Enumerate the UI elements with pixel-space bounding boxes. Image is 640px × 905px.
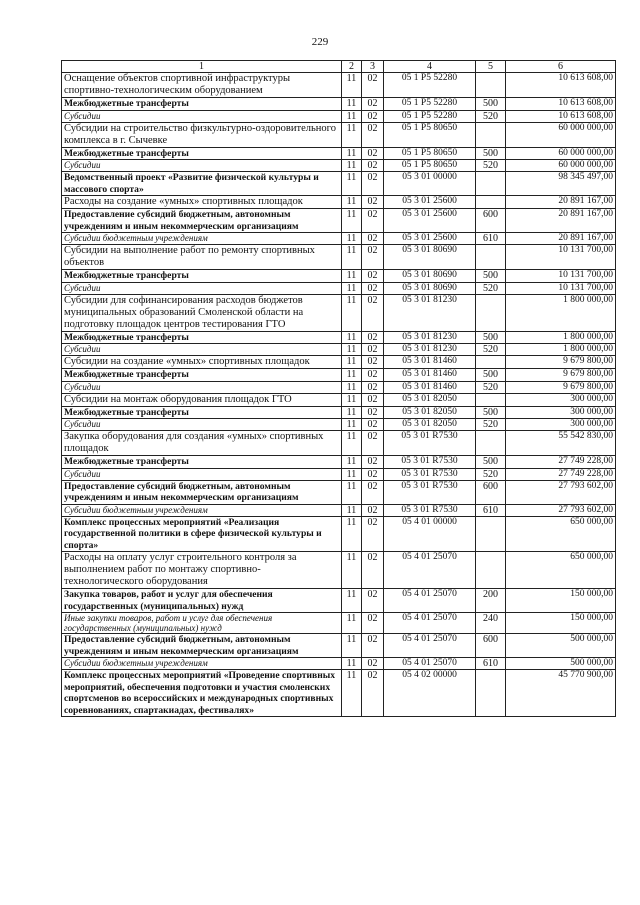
row-subsection: 02 <box>362 209 384 233</box>
table-row <box>62 160 616 172</box>
row-name: Субсидии бюджетным учреждениям <box>62 233 342 245</box>
row-amount: 1 800 000,00 <box>506 331 616 344</box>
row-name: Предоставление субсидий бюджетным, автономным учреждениям и иным некоммерческим организациям <box>62 209 342 233</box>
row-amount: 60 000 000,00 <box>506 122 616 147</box>
table-row <box>62 419 616 431</box>
row-name: Закупка товаров, работ и услуг для обеспечения государственных (муниципальных) нужд <box>62 589 342 613</box>
row-amount: 27 749 228,00 <box>506 456 616 469</box>
row-name: Расходы на оплату услуг строительного контроля за выполнением работ по монтажу спортивно-технологического оборудования <box>62 552 342 589</box>
table-row <box>62 270 616 283</box>
row-expense-type: 520 <box>476 282 506 294</box>
row-section: 11 <box>342 456 362 469</box>
row-target-article: 05 4 01 25070 <box>384 634 476 658</box>
row-target-article: 05 3 01 R7530 <box>384 431 476 456</box>
row-target-article: 05 4 02 00000 <box>384 670 476 717</box>
row-target-article: 05 1 Р5 52280 <box>384 98 476 111</box>
row-name: Межбюджетные трансферты <box>62 98 342 111</box>
row-target-article: 05 3 01 25600 <box>384 209 476 233</box>
row-amount: 20 891 167,00 <box>506 196 616 209</box>
row-expense-type: 200 <box>476 589 506 613</box>
table-row <box>62 233 616 245</box>
row-amount: 1 800 000,00 <box>506 344 616 356</box>
table-row <box>62 147 616 160</box>
row-section: 11 <box>342 468 362 480</box>
row-expense-type: 600 <box>476 634 506 658</box>
row-amount: 27 749 228,00 <box>506 468 616 480</box>
table-row <box>62 196 616 209</box>
row-section: 11 <box>342 110 362 122</box>
row-amount: 650 000,00 <box>506 552 616 589</box>
row-amount: 150 000,00 <box>506 589 616 613</box>
row-name: Комплекс процессных мероприятий «Реализация государственной политики в сфере физической культуры и спорта» <box>62 516 342 552</box>
row-section: 11 <box>342 552 362 589</box>
table-row <box>62 245 616 270</box>
row-name: Субсидии <box>62 282 342 294</box>
row-amount: 500 000,00 <box>506 658 616 670</box>
row-target-article: 05 3 01 R7530 <box>384 456 476 469</box>
row-expense-type: 600 <box>476 480 506 504</box>
row-amount: 1 800 000,00 <box>506 294 616 331</box>
row-target-article: 05 4 01 25070 <box>384 552 476 589</box>
row-subsection: 02 <box>362 344 384 356</box>
row-section: 11 <box>342 294 362 331</box>
row-target-article: 05 4 01 00000 <box>384 516 476 552</box>
table-body <box>62 73 616 717</box>
row-section: 11 <box>342 658 362 670</box>
row-name: Иные закупки товаров, работ и услуг для обеспечения государственных (муниципальных) нужд <box>62 613 342 634</box>
header-col-2: 2 <box>342 61 362 73</box>
row-section: 11 <box>342 589 362 613</box>
row-section: 11 <box>342 344 362 356</box>
row-name: Межбюджетные трансферты <box>62 369 342 382</box>
table-row <box>62 552 616 589</box>
row-section: 11 <box>342 233 362 245</box>
table-row <box>62 504 616 516</box>
row-section: 11 <box>342 634 362 658</box>
row-name: Субсидии <box>62 419 342 431</box>
row-amount: 27 793 602,00 <box>506 504 616 516</box>
row-section: 11 <box>342 245 362 270</box>
table-row <box>62 431 616 456</box>
row-expense-type <box>476 356 506 369</box>
row-name: Межбюджетные трансферты <box>62 406 342 419</box>
header-col-6: 6 <box>506 61 616 73</box>
row-amount: 300 000,00 <box>506 419 616 431</box>
row-amount: 10 131 700,00 <box>506 245 616 270</box>
table-row <box>62 122 616 147</box>
row-subsection: 02 <box>362 160 384 172</box>
row-amount: 55 542 830,00 <box>506 431 616 456</box>
table-row <box>62 406 616 419</box>
row-target-article: 05 3 01 81230 <box>384 344 476 356</box>
row-subsection: 02 <box>362 356 384 369</box>
row-target-article: 05 1 Р5 80650 <box>384 160 476 172</box>
row-subsection: 02 <box>362 122 384 147</box>
table-row <box>62 658 616 670</box>
row-amount: 10 131 700,00 <box>506 282 616 294</box>
row-section: 11 <box>342 381 362 393</box>
row-subsection: 02 <box>362 270 384 283</box>
row-section: 11 <box>342 613 362 634</box>
row-amount: 150 000,00 <box>506 613 616 634</box>
row-subsection: 02 <box>362 406 384 419</box>
table-row <box>62 670 616 717</box>
row-subsection: 02 <box>362 369 384 382</box>
row-expense-type: 520 <box>476 419 506 431</box>
row-subsection: 02 <box>362 282 384 294</box>
table-row <box>62 282 616 294</box>
row-amount: 300 000,00 <box>506 393 616 406</box>
row-expense-type: 610 <box>476 233 506 245</box>
row-subsection: 02 <box>362 480 384 504</box>
row-subsection: 02 <box>362 110 384 122</box>
row-subsection: 02 <box>362 147 384 160</box>
row-name: Межбюджетные трансферты <box>62 331 342 344</box>
row-target-article: 05 3 01 80690 <box>384 270 476 283</box>
row-name: Субсидии бюджетным учреждениям <box>62 658 342 670</box>
row-target-article: 05 3 01 81460 <box>384 381 476 393</box>
row-expense-type: 500 <box>476 331 506 344</box>
row-expense-type <box>476 73 506 98</box>
row-name: Закупка оборудования для создания «умных» спортивных площадок <box>62 431 342 456</box>
row-expense-type: 520 <box>476 468 506 480</box>
row-name: Расходы на создание «умных» спортивных площадок <box>62 196 342 209</box>
row-name: Оснащение объектов спортивной инфраструктуры спортивно-технологическим оборудованием <box>62 73 342 98</box>
row-name: Субсидии <box>62 110 342 122</box>
row-expense-type: 500 <box>476 406 506 419</box>
row-amount: 10 131 700,00 <box>506 270 616 283</box>
row-target-article: 05 3 01 R7530 <box>384 504 476 516</box>
row-expense-type <box>476 294 506 331</box>
row-amount: 10 613 608,00 <box>506 110 616 122</box>
budget-table <box>61 60 616 717</box>
row-target-article: 05 3 01 25600 <box>384 233 476 245</box>
table-row <box>62 98 616 111</box>
row-amount: 45 770 900,00 <box>506 670 616 717</box>
table-row <box>62 393 616 406</box>
row-section: 11 <box>342 431 362 456</box>
row-amount: 27 793 602,00 <box>506 480 616 504</box>
row-section: 11 <box>342 516 362 552</box>
row-expense-type: 610 <box>476 658 506 670</box>
row-expense-type: 500 <box>476 456 506 469</box>
row-amount: 20 891 167,00 <box>506 233 616 245</box>
row-name: Межбюджетные трансферты <box>62 270 342 283</box>
row-section: 11 <box>342 356 362 369</box>
row-name: Межбюджетные трансферты <box>62 456 342 469</box>
row-name: Межбюджетные трансферты <box>62 147 342 160</box>
table-row <box>62 110 616 122</box>
row-section: 11 <box>342 73 362 98</box>
row-section: 11 <box>342 122 362 147</box>
row-expense-type <box>476 670 506 717</box>
header-col-1: 1 <box>62 61 342 73</box>
row-expense-type <box>476 431 506 456</box>
row-name: Субсидии на монтаж оборудования площадок ГТО <box>62 393 342 406</box>
row-subsection: 02 <box>362 172 384 196</box>
row-expense-type <box>476 552 506 589</box>
row-subsection: 02 <box>362 294 384 331</box>
row-subsection: 02 <box>362 589 384 613</box>
table-row <box>62 356 616 369</box>
row-section: 11 <box>342 670 362 717</box>
row-section: 11 <box>342 369 362 382</box>
row-name: Субсидии для софинансирования расходов бюджетов муниципальных образований Смоленской области на подготовку площадок центров тестирования ГТО <box>62 294 342 331</box>
row-target-article: 05 1 Р5 52280 <box>384 110 476 122</box>
row-target-article: 05 1 Р5 52280 <box>384 73 476 98</box>
row-target-article: 05 3 01 25600 <box>384 196 476 209</box>
row-target-article: 05 3 01 82050 <box>384 406 476 419</box>
row-name: Субсидии на создание «умных» спортивных площадок <box>62 356 342 369</box>
row-name: Предоставление субсидий бюджетным, автономным учреждениям и иным некоммерческим организациям <box>62 634 342 658</box>
row-amount: 9 679 800,00 <box>506 381 616 393</box>
row-expense-type: 520 <box>476 344 506 356</box>
header-col-4: 4 <box>384 61 476 73</box>
row-subsection: 02 <box>362 431 384 456</box>
row-amount: 60 000 000,00 <box>506 160 616 172</box>
table-row <box>62 294 616 331</box>
table-row <box>62 613 616 634</box>
row-expense-type <box>476 172 506 196</box>
table-row <box>62 456 616 469</box>
row-subsection: 02 <box>362 634 384 658</box>
row-target-article: 05 3 01 82050 <box>384 393 476 406</box>
row-name: Комплекс процессных мероприятий «Проведение спортивных мероприятий, обеспечения подготовки и участия смоленских спортсменов во всероссийских и международных спортивных соревнованиях, спартакиадах, фестивалях» <box>62 670 342 717</box>
row-amount: 20 891 167,00 <box>506 209 616 233</box>
row-amount: 60 000 000,00 <box>506 147 616 160</box>
row-amount: 10 613 608,00 <box>506 98 616 111</box>
header-col-5: 5 <box>476 61 506 73</box>
row-subsection: 02 <box>362 98 384 111</box>
table-row <box>62 209 616 233</box>
row-target-article: 05 3 01 82050 <box>384 419 476 431</box>
row-expense-type: 600 <box>476 209 506 233</box>
row-section: 11 <box>342 419 362 431</box>
row-expense-type <box>476 393 506 406</box>
row-amount: 500 000,00 <box>506 634 616 658</box>
row-expense-type: 520 <box>476 110 506 122</box>
row-subsection: 02 <box>362 670 384 717</box>
row-target-article: 05 4 01 25070 <box>384 613 476 634</box>
row-subsection: 02 <box>362 658 384 670</box>
row-subsection: 02 <box>362 419 384 431</box>
row-expense-type: 500 <box>476 270 506 283</box>
header-col-3: 3 <box>362 61 384 73</box>
table-row <box>62 331 616 344</box>
row-expense-type: 240 <box>476 613 506 634</box>
row-target-article: 05 3 01 81230 <box>384 331 476 344</box>
row-target-article: 05 1 Р5 80650 <box>384 147 476 160</box>
row-section: 11 <box>342 196 362 209</box>
row-name: Субсидии на строительство физкультурно-оздоровительного комплекса в г. Сычевке <box>62 122 342 147</box>
row-expense-type: 500 <box>476 369 506 382</box>
row-subsection: 02 <box>362 381 384 393</box>
row-target-article: 05 3 01 81230 <box>384 294 476 331</box>
row-amount: 9 679 800,00 <box>506 369 616 382</box>
row-amount: 10 613 608,00 <box>506 73 616 98</box>
row-section: 11 <box>342 282 362 294</box>
row-target-article: 05 3 01 00000 <box>384 172 476 196</box>
row-subsection: 02 <box>362 504 384 516</box>
row-target-article: 05 3 01 R7530 <box>384 468 476 480</box>
row-subsection: 02 <box>362 233 384 245</box>
row-name: Субсидии <box>62 381 342 393</box>
row-expense-type <box>476 516 506 552</box>
row-name: Предоставление субсидий бюджетным, автономным учреждениям и иным некоммерческим организациям <box>62 480 342 504</box>
table-row <box>62 516 616 552</box>
row-target-article: 05 3 01 80690 <box>384 245 476 270</box>
row-expense-type: 500 <box>476 147 506 160</box>
row-target-article: 05 1 Р5 80650 <box>384 122 476 147</box>
row-target-article: 05 3 01 81460 <box>384 369 476 382</box>
row-subsection: 02 <box>362 73 384 98</box>
row-amount: 300 000,00 <box>506 406 616 419</box>
row-name: Ведомственный проект «Развитие физической культуры и массового спорта» <box>62 172 342 196</box>
row-name: Субсидии <box>62 160 342 172</box>
row-section: 11 <box>342 98 362 111</box>
row-target-article: 05 3 01 81460 <box>384 356 476 369</box>
row-amount: 98 345 497,00 <box>506 172 616 196</box>
row-name: Субсидии <box>62 344 342 356</box>
table-row <box>62 73 616 98</box>
row-subsection: 02 <box>362 552 384 589</box>
table-row <box>62 172 616 196</box>
row-amount: 650 000,00 <box>506 516 616 552</box>
row-subsection: 02 <box>362 393 384 406</box>
row-subsection: 02 <box>362 468 384 480</box>
row-amount: 9 679 800,00 <box>506 356 616 369</box>
row-subsection: 02 <box>362 516 384 552</box>
row-expense-type: 500 <box>476 98 506 111</box>
row-expense-type <box>476 122 506 147</box>
row-expense-type <box>476 196 506 209</box>
row-subsection: 02 <box>362 613 384 634</box>
row-subsection: 02 <box>362 331 384 344</box>
row-subsection: 02 <box>362 245 384 270</box>
row-target-article: 05 4 01 25070 <box>384 658 476 670</box>
row-name: Субсидии <box>62 468 342 480</box>
row-section: 11 <box>342 480 362 504</box>
row-target-article: 05 3 01 80690 <box>384 282 476 294</box>
row-name: Субсидии бюджетным учреждениям <box>62 504 342 516</box>
row-section: 11 <box>342 270 362 283</box>
table-row <box>62 468 616 480</box>
row-expense-type: 520 <box>476 160 506 172</box>
row-name: Субсидии на выполнение работ по ремонту спортивных объектов <box>62 245 342 270</box>
row-section: 11 <box>342 147 362 160</box>
table-row <box>62 369 616 382</box>
table-row <box>62 589 616 613</box>
table-row <box>62 381 616 393</box>
row-expense-type: 520 <box>476 381 506 393</box>
row-target-article: 05 4 01 25070 <box>384 589 476 613</box>
row-section: 11 <box>342 160 362 172</box>
row-section: 11 <box>342 504 362 516</box>
row-subsection: 02 <box>362 456 384 469</box>
table-row <box>62 480 616 504</box>
row-section: 11 <box>342 331 362 344</box>
row-expense-type <box>476 245 506 270</box>
row-section: 11 <box>342 172 362 196</box>
row-subsection: 02 <box>362 196 384 209</box>
row-target-article: 05 3 01 R7530 <box>384 480 476 504</box>
page-number: 229 <box>311 36 329 48</box>
row-expense-type: 610 <box>476 504 506 516</box>
table-row <box>62 634 616 658</box>
table-header-row <box>62 61 616 73</box>
row-section: 11 <box>342 393 362 406</box>
row-section: 11 <box>342 209 362 233</box>
table-row <box>62 344 616 356</box>
row-section: 11 <box>342 406 362 419</box>
